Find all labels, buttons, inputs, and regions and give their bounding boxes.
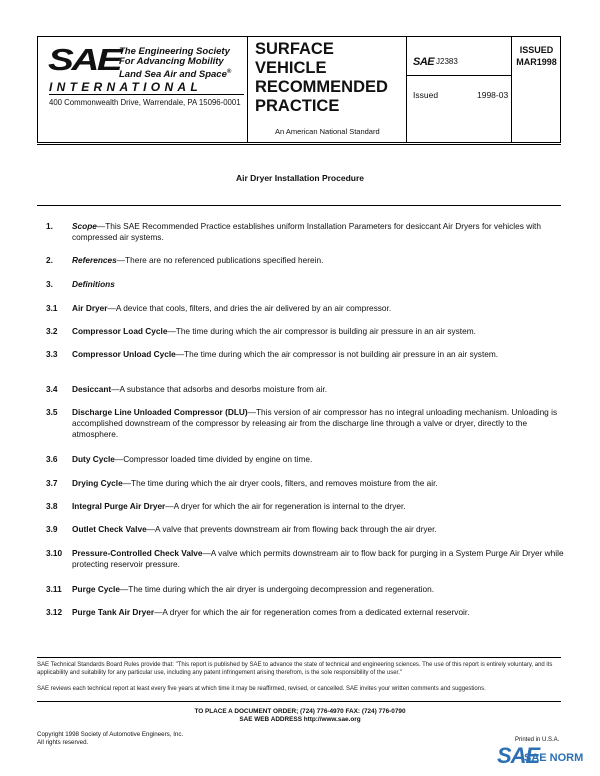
footer-rule	[37, 657, 561, 658]
header-divider-3	[511, 37, 512, 142]
issued-label: Issued	[413, 90, 439, 100]
title-rule-bottom	[37, 205, 561, 206]
sae-mark: SAE	[413, 56, 435, 68]
header-hrule	[406, 75, 511, 76]
logo-rule	[49, 94, 244, 95]
printed-label: Printed in U.S.A.	[515, 737, 560, 743]
copyright: Copyright 1998 Society of Automotive Engineers, Inc. All rights reserved.	[37, 731, 184, 746]
sae-norm-watermark: SAE	[497, 743, 540, 768]
issued-box: ISSUED MAR1998	[516, 45, 557, 67]
standard-number: J2383	[436, 57, 458, 66]
order-line: TO PLACE A DOCUMENT ORDER; (724) 776-4970 FAX: (724) 776-0790	[194, 708, 406, 715]
document-type: SURFACE VEHICLE RECOMMENDED PRACTICE	[255, 40, 388, 115]
policy-note: SAE Technical Standards Board Rules provide that: "This report is published by SAE to advance the state of technical and engineering sciences. The use of this report is entirely voluntary, and its applicability and suitability for any particular use, including any patent infringement arising therefrom, is the sole responsibility of the user."	[37, 662, 553, 676]
society-tagline: The Engineering Society For Advancing Mobility Land Sea Air and Space®	[119, 46, 232, 81]
review-note: SAE reviews each technical report at least every five years at which time it may be reaffirmed, revised, or cancelled. SAE invites your written comments and suggestions.	[37, 686, 486, 692]
web-address: SAE WEB ADDRESS http://www.sae.org	[239, 716, 361, 723]
address: 400 Commonwealth Drive, Warrendale, PA 15096-0001	[49, 98, 241, 107]
international-label: INTERNATIONAL	[49, 80, 203, 94]
issued-date: 1998-03	[477, 90, 509, 100]
title-rule-top	[37, 144, 561, 145]
page-title: Air Dryer Installation Procedure	[235, 173, 364, 183]
american-national-standard: An American National Standard	[275, 127, 380, 136]
footer-rule-2	[37, 701, 561, 702]
sae-norm-text: SAE NORM	[524, 752, 584, 764]
sae-logo: SAE	[48, 42, 121, 77]
header-divider-2	[406, 37, 407, 142]
